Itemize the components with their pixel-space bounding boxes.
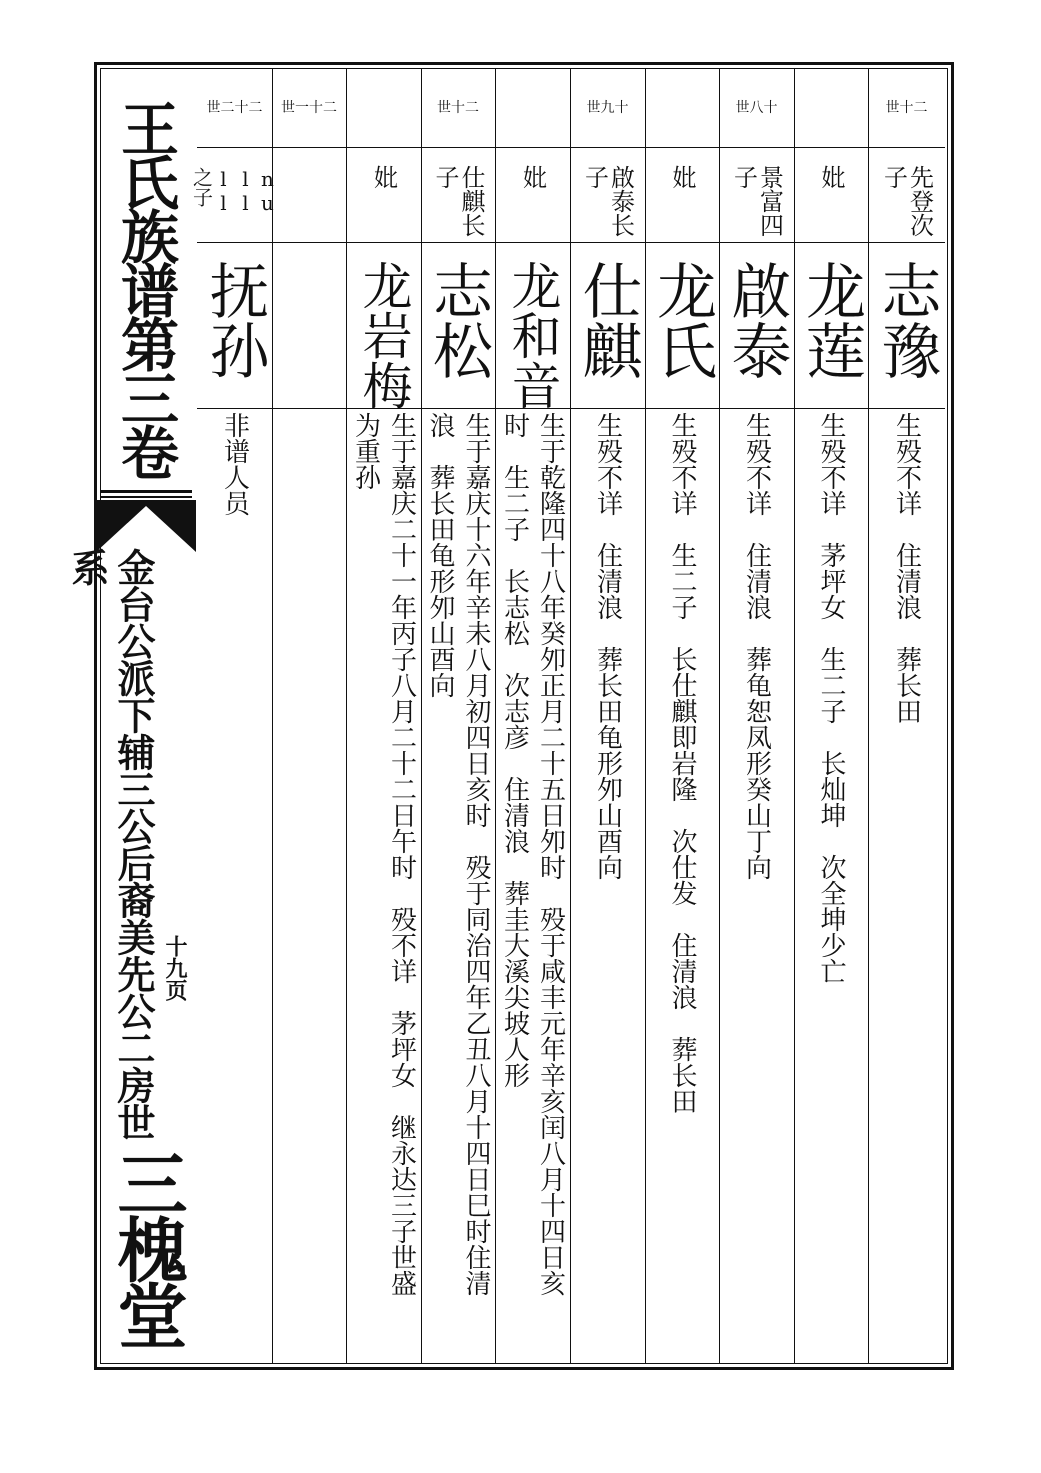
lineage-subtitle: 金台公派下辅三公后裔美先公二房世系 [65, 548, 156, 1140]
person-notes: 生于嘉庆十六年辛未八月初四日亥时 殁于同治四年乙丑八月十四日巳时住清浪 葬长田龟形夘山酉向 [425, 412, 491, 1296]
person-notes: 生殁不详 生二子 长仕麒即岩隆 次仕发 住清浪 葬长田 [667, 412, 697, 1114]
person-notes [272, 408, 346, 1364]
person-name [272, 242, 346, 408]
person-name: 抚孙 [199, 260, 270, 380]
generation-cell: 世十二 [437, 99, 479, 116]
relation-cell: 妣 [668, 165, 696, 189]
person-name: 啟泰 [721, 260, 792, 380]
generation-cell: 世九十 [586, 99, 629, 116]
person-name: 志松 [423, 260, 493, 380]
relation-cell: 先登次子 [879, 165, 934, 237]
person-notes: 非谱人员 [219, 412, 250, 516]
person-notes: 生殁不详 住清浪 葬长田 [891, 412, 922, 724]
person-name: 仕麒 [572, 260, 643, 380]
relation-cell: nu ll ll 之子 [189, 167, 280, 215]
relation-cell: 妣 [369, 165, 398, 189]
chevron-down-icon [96, 500, 196, 552]
person-notes: 生殁不详 茅坪女 生二子 长灿坤 次全坤少亡 [816, 412, 846, 984]
person-notes: 生殁不详 住清浪 葬长田龟形夘山酉向 [592, 412, 623, 880]
relation-cell: 仕麒长子 [431, 165, 485, 237]
person-name: 龙岩梅 [354, 260, 413, 410]
book-title: 王氏族谱第三卷 [111, 98, 179, 477]
person-notes: 生于乾隆四十八年癸夘正月二十五日夘时 殁于咸丰元年辛亥闰八月十四日亥时 生二子 长志松 次志彦 住清浪 葬圭大溪尖坡人形 [499, 412, 566, 1296]
generation-cell [645, 68, 719, 147]
banner-divider [100, 490, 192, 493]
generation-cell [346, 68, 421, 147]
relation-cell: 妣 [817, 165, 845, 189]
generation-cell: 世十二 [885, 99, 928, 116]
hall-name: 三槐堂 [106, 1148, 189, 1346]
generation-cell: 世一十二 [281, 99, 337, 116]
person-name: 志豫 [871, 260, 942, 380]
person-notes: 生殁不详 住清浪 葬龟恕凤形癸山丁向 [741, 412, 772, 880]
banner-divider [100, 496, 192, 498]
person-notes: 生于嘉庆二十一年丙子八月二十二日午时 殁不详 茅坪女 继永达三子世盛为重孙 [350, 412, 417, 1296]
person-name: 龙和音 [503, 260, 562, 410]
person-name: 龙莲 [796, 260, 866, 380]
relation-cell: 妣 [518, 165, 547, 189]
relation-cell [272, 147, 346, 242]
generation-cell [495, 68, 570, 147]
generation-cell: 世八十 [735, 99, 778, 116]
generation-cell [794, 68, 868, 147]
generation-cell: 世二十二 [206, 99, 263, 116]
person-name: 龙氏 [647, 260, 717, 380]
relation-cell: 景富四子 [729, 165, 784, 237]
relation-cell: 啟泰长子 [580, 165, 635, 237]
page-number: 十九页 [162, 935, 188, 1001]
